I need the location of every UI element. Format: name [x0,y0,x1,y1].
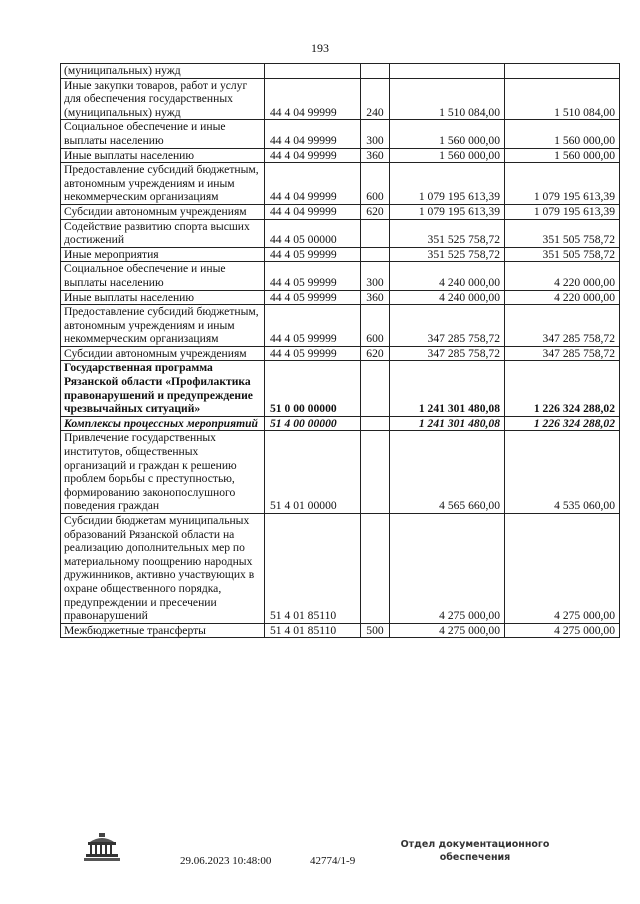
row-classification-code: 44 4 04 99999 [265,163,361,205]
row-classification-code: 44 4 05 99999 [265,247,361,262]
row-amount-second: 351 505 758,72 [505,247,620,262]
table-row [61,64,620,79]
row-description: Субсидии бюджетам муниципальных образований Рязанской области на реализацию дополнительных мер по материальному поощрению народных дружинников, активно участвующих в охране общественного порядка, предупреждении и пресечении правонарушений [61,514,265,624]
row-amount-first: 4 240 000,00 [390,262,505,290]
row-description: Предоставление субсидий бюджетным, автономным учреждениям и иным некоммерческим организациям [61,163,265,205]
row-description: Социальное обеспечение и иные выплаты населению [61,262,265,290]
row-amount-first: 4 275 000,00 [390,514,505,624]
table-row [61,148,620,163]
row-amount-first [390,64,505,79]
row-amount-first: 1 560 000,00 [390,120,505,148]
row-amount-second: 4 275 000,00 [505,623,620,638]
row-expense-type [361,219,390,247]
row-amount-first: 4 565 660,00 [390,431,505,514]
row-description: Субсидии автономным учреждениям [61,204,265,219]
row-amount-second: 4 275 000,00 [505,514,620,624]
table-row [61,163,620,205]
row-amount-second: 1 079 195 613,39 [505,163,620,205]
footer-department-line2: обеспечения [439,852,511,863]
table-row [61,204,620,219]
row-classification-code: 51 4 00 00000 [265,416,361,431]
row-amount-first: 1 510 084,00 [390,78,505,120]
table-row [61,361,620,416]
footer-department [400,838,550,864]
row-classification-code: 51 4 01 85110 [265,623,361,638]
row-classification-code: 44 4 04 99999 [265,120,361,148]
row-description: Межбюджетные трансферты [61,623,265,638]
row-classification-code: 44 4 05 99999 [265,305,361,347]
row-expense-type: 600 [361,305,390,347]
row-amount-first: 347 285 758,72 [390,346,505,361]
row-expense-type: 360 [361,290,390,305]
row-description: Иные выплаты населению [61,290,265,305]
table-row [61,120,620,148]
row-expense-type [361,514,390,624]
row-classification-code: 44 4 05 99999 [265,262,361,290]
row-amount-first: 1 079 195 613,39 [390,163,505,205]
row-classification-code: 44 4 04 99999 [265,204,361,219]
row-expense-type: 300 [361,262,390,290]
row-expense-type: 600 [361,163,390,205]
row-description: Предоставление субсидий бюджетным, автономным учреждениям и иным некоммерческим организациям [61,305,265,347]
row-expense-type: 500 [361,623,390,638]
table-row [61,78,620,120]
table-row [61,290,620,305]
row-classification-code: 44 4 05 00000 [265,219,361,247]
footer-department-line1: Отдел документационного [400,839,550,850]
row-amount-second: 347 285 758,72 [505,346,620,361]
table-row [61,514,620,624]
row-amount-second: 1 560 000,00 [505,148,620,163]
page-number: 193 [311,41,329,55]
row-expense-type [361,431,390,514]
row-amount-second: 1 226 324 288,02 [505,361,620,416]
row-description: Привлечение государственных институтов, общественных организаций и граждан к решению проблем борьбы с преступностью, формированию законопослушного поведения граждан [61,431,265,514]
row-expense-type [361,247,390,262]
row-amount-second: 1 079 195 613,39 [505,204,620,219]
footer-doc-id: 42774/1-9 [310,855,356,867]
budget-table-body [61,64,620,638]
table-row [61,305,620,347]
row-description: Комплексы процессных мероприятий [61,416,265,431]
building-logo-icon [84,833,120,861]
row-amount-second: 4 535 060,00 [505,431,620,514]
row-description: Иные закупки товаров, работ и услуг для обеспечения государственных (муниципальных) нужд [61,78,265,120]
row-description: Субсидии автономным учреждениям [61,346,265,361]
row-classification-code: 44 4 04 99999 [265,78,361,120]
table-row [61,431,620,514]
row-expense-type [361,416,390,431]
row-classification-code: 44 4 05 99999 [265,346,361,361]
row-expense-type: 360 [361,148,390,163]
row-classification-code: 44 4 05 99999 [265,290,361,305]
row-amount-second: 1 226 324 288,02 [505,416,620,431]
row-amount-first: 1 241 301 480,08 [390,416,505,431]
row-amount-second: 4 220 000,00 [505,290,620,305]
row-description: Иные выплаты населению [61,148,265,163]
row-amount-first: 347 285 758,72 [390,305,505,347]
row-amount-second [505,64,620,79]
row-amount-first: 1 560 000,00 [390,148,505,163]
row-amount-first: 4 275 000,00 [390,623,505,638]
table-row [61,346,620,361]
row-expense-type [361,361,390,416]
row-classification-code [265,64,361,79]
row-amount-second: 351 505 758,72 [505,219,620,247]
row-amount-second: 4 220 000,00 [505,262,620,290]
row-amount-first: 1 241 301 480,08 [390,361,505,416]
row-description: Социальное обеспечение и иные выплаты населению [61,120,265,148]
row-description: (муниципальных) нужд [61,64,265,79]
table-row [61,416,620,431]
row-classification-code: 44 4 04 99999 [265,148,361,163]
row-classification-code: 51 4 01 00000 [265,431,361,514]
row-amount-second: 347 285 758,72 [505,305,620,347]
row-classification-code: 51 4 01 85110 [265,514,361,624]
row-expense-type: 620 [361,204,390,219]
row-expense-type: 620 [361,346,390,361]
row-description: Иные мероприятия [61,247,265,262]
row-expense-type [361,64,390,79]
table-row [61,262,620,290]
row-amount-second: 1 510 084,00 [505,78,620,120]
table-row [61,247,620,262]
row-description: Государственная программа Рязанской области «Профилактика правонарушений и предупреждение чрезвычайных ситуаций» [61,361,265,416]
table-row [61,623,620,638]
row-amount-first: 351 525 758,72 [390,219,505,247]
row-amount-first: 351 525 758,72 [390,247,505,262]
budget-table [60,63,620,638]
row-amount-second: 1 560 000,00 [505,120,620,148]
row-classification-code: 51 0 00 00000 [265,361,361,416]
row-amount-first: 1 079 195 613,39 [390,204,505,219]
row-amount-first: 4 240 000,00 [390,290,505,305]
row-description: Содействие развитию спорта высших достижений [61,219,265,247]
row-expense-type: 300 [361,120,390,148]
table-row [61,219,620,247]
footer-datetime: 29.06.2023 10:48:00 [180,855,272,867]
row-expense-type: 240 [361,78,390,120]
